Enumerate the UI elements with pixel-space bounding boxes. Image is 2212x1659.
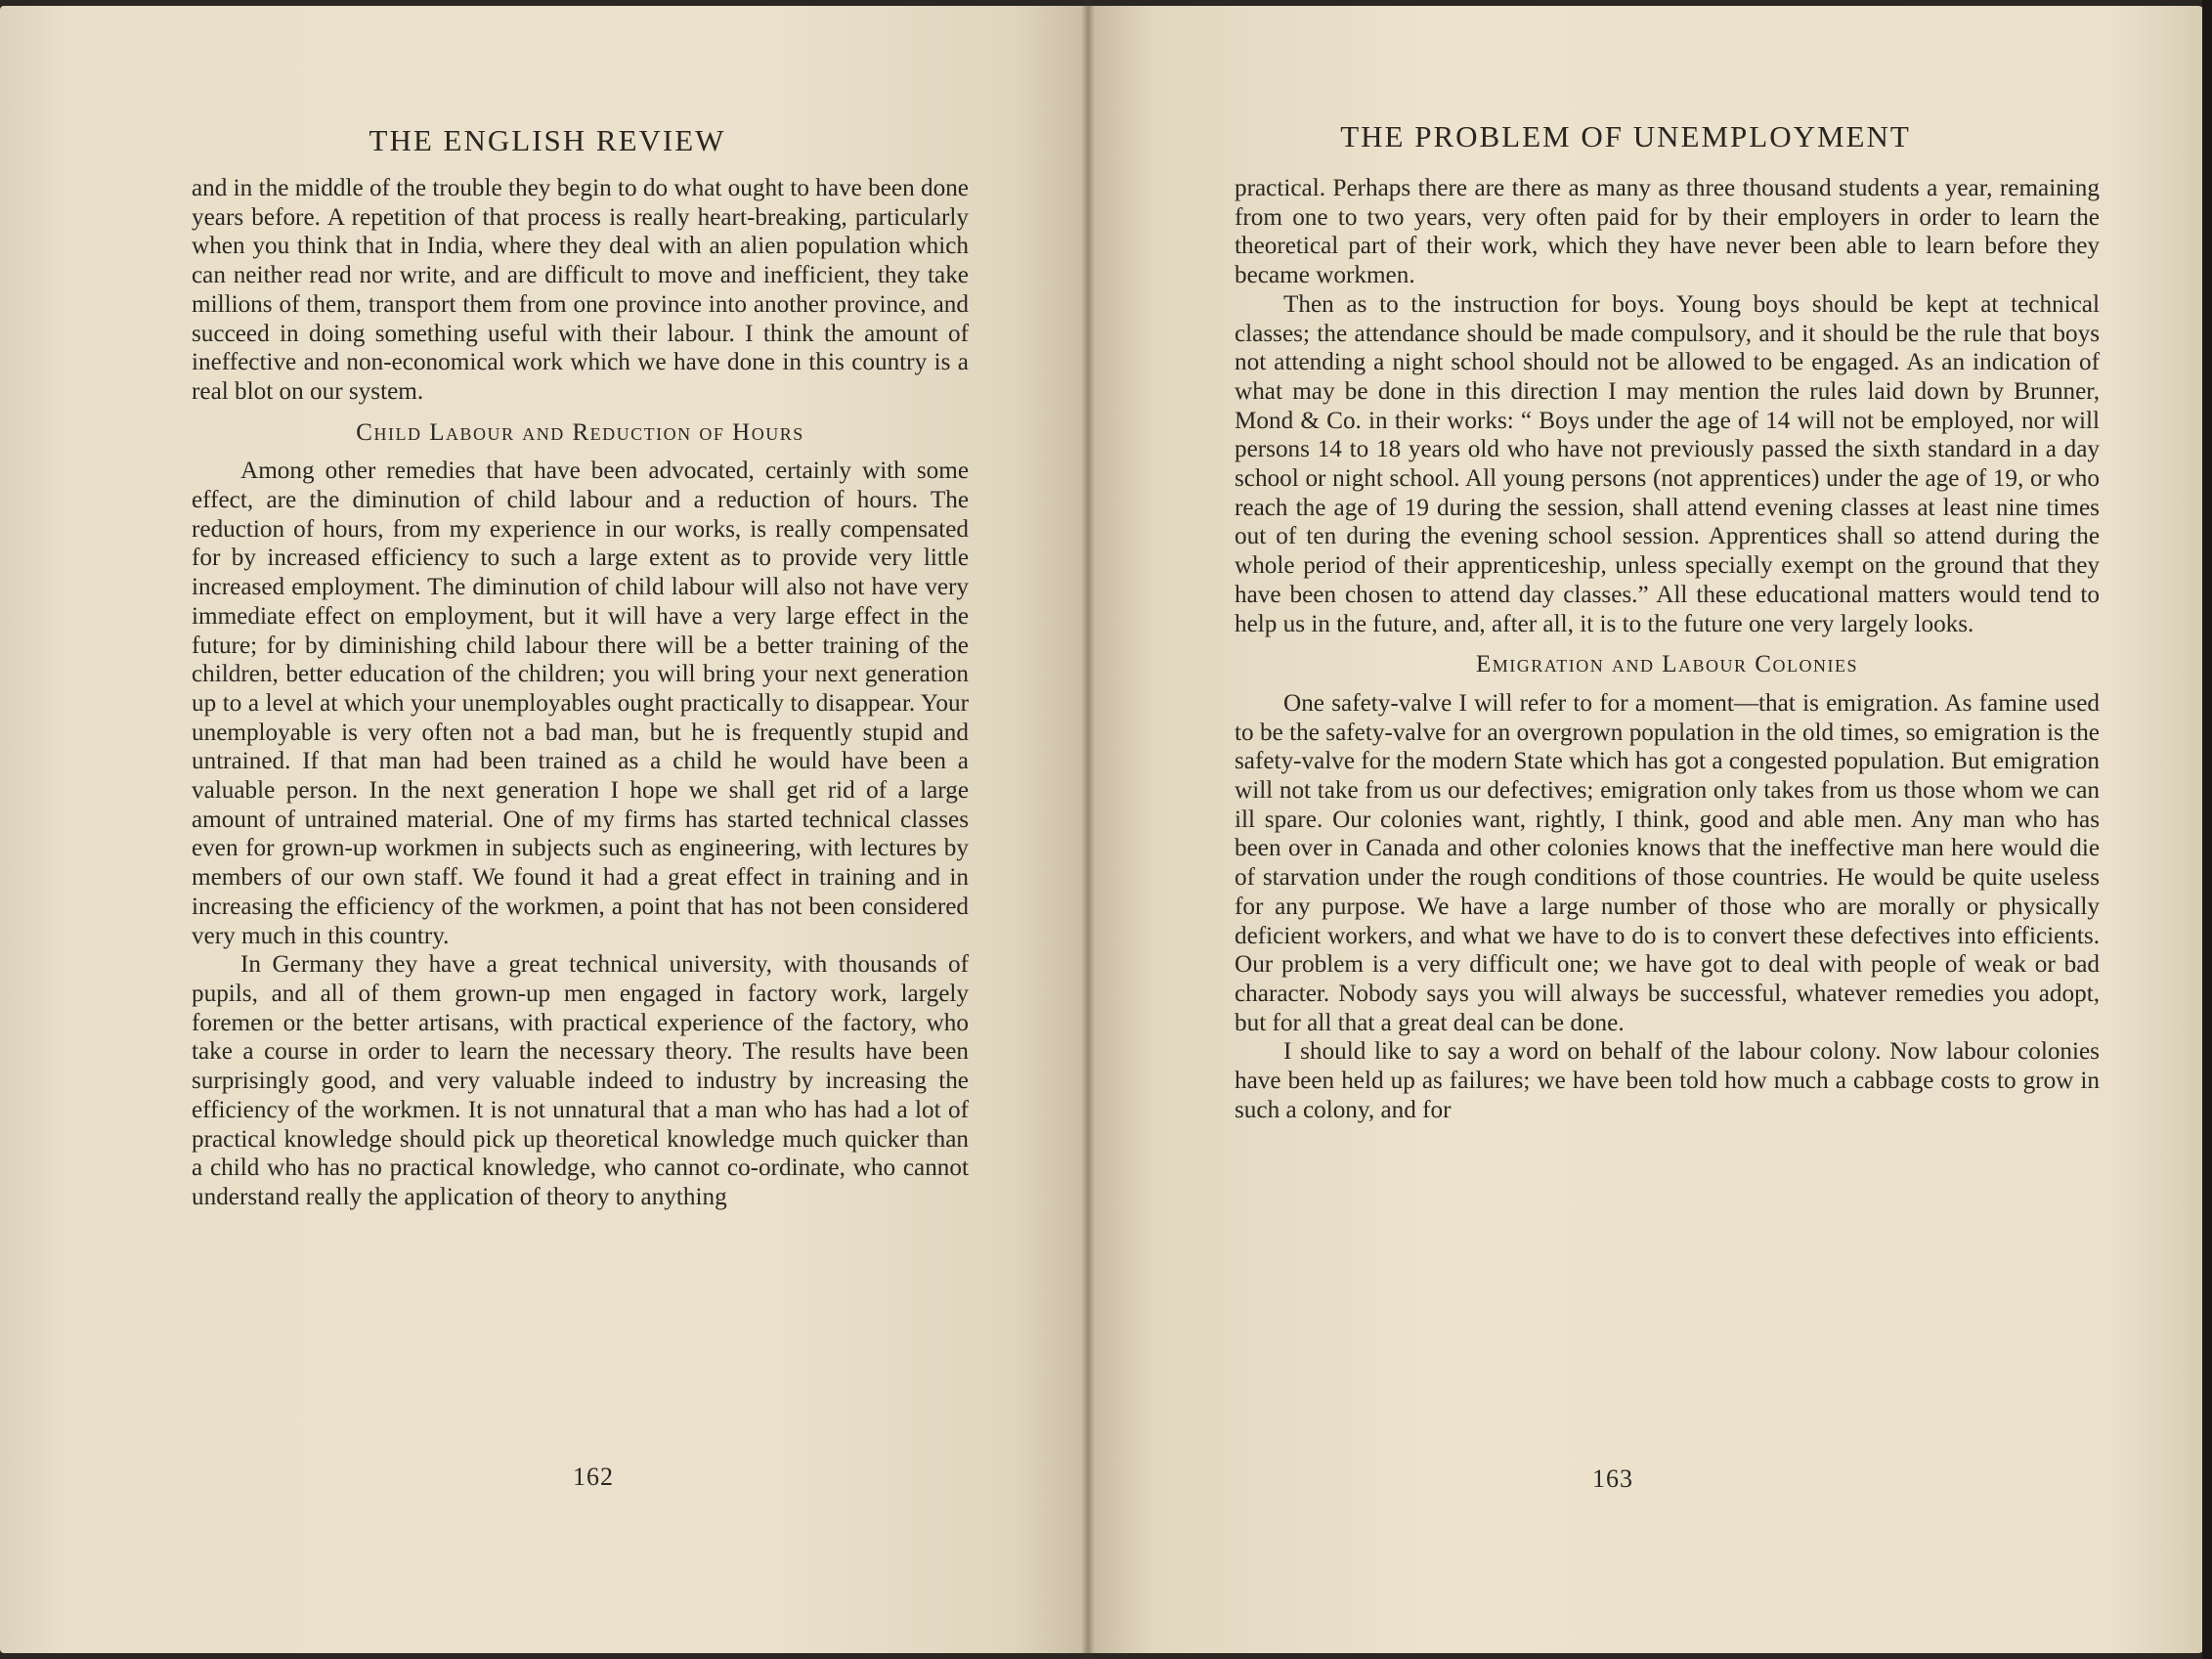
running-head-right: THE PROBLEM OF UNEMPLOYMENT: [1340, 119, 1911, 153]
book-gutter: [1081, 0, 1095, 1659]
right-page: [1088, 6, 2204, 1653]
section-heading: Emigration and Labour Colonies: [1476, 651, 1858, 678]
right-page-body: [1235, 174, 2100, 1125]
paragraph: One safety-valve I will refer to for a moment—that is emigration. As famine used to be the safety-valve for an overgrown population in the old times, so emigration is the safety-valve for the modern State which has got a congested population. But emigration will not take from us our defectives; emigration only takes from us those whom we can ill spare. Our colonies want, rightly, I think, good and able men. Any man who has been over in Canada and other colonies knows that the ineffective man here would die of starvation under the rough conditions of those countries. He would be quite useless for any purpose. We have a large number of those who are morally or physically deficient workers, and what we have to do is to convert these defectives into efficients. Our problem is a very difficult one; we have got to deal with people of weak or bad character. Nobody says you will always be successful, whatever remedies you adopt, but for all that a great deal can be done.: [1235, 689, 2100, 1036]
paragraph: Among other remedies that have been advocated, certainly with some effect, are the diminution of child labour and a reduction of hours. The reduction of hours, from my experience in our works, is really compensated for by increased efficiency to such a large extent as to provide very little increased employment. The diminution of child labour will also not have very immediate effect on employment, but it will have a very large effect in the future; for by diminishing child labour there will be a better training of the children, better education of the children; you will bring your next generation up to a level at which your unemployables ought practically to disappear. Your unemployable is very often not a bad man, but he is frequently stupid and untrained. If that man had been trained as a child he would have been a valuable person. In the next generation I hope we shall get rid of a large amount of untrained material. One of my firms has started technical classes even for grown-up workmen in subjects such as engineering, with lectures by members of our own staff. We found it had a great effect in training and in increasing the efficiency of the workmen, a point that has not been considered very much in this country.: [192, 458, 969, 949]
paragraph: Then as to the instruction for boys. Young boys should be kept at technical classes; the attendance should be made compulsory, and it should be the rule that boys not attending a night school should not be allowed to be engaged. As an indication of what may be done in this direction I may mention the rules laid down by Brunner, Mond & Co. in their works: “ Boys under the age of 14 will not be employed, nor will persons 14 to 18 years old who have not previously passed the sixth standard in a day school or night school. All young persons (not apprentices) under the age of 19, or who reach the age of 19 during the session, shall attend evening classes at least nine times out of ten during the evening school session. Apprentices shall so attend during the whole period of their apprenticeship, unless specially exempt on the ground that they have been chosen to attend day classes.” All these educational matters would tend to help us in the future, and, after all, it is to the future one very largely looks.: [1235, 290, 2100, 637]
section-heading: Child Labour and Reduction of Hours: [356, 418, 804, 446]
page-number-left: 162: [573, 1463, 614, 1491]
running-head-left: THE ENGLISH REVIEW: [369, 123, 726, 157]
left-page-body: [192, 174, 969, 1212]
paragraph: In Germany they have a great technical university, with thousands of pupils, and all of them grown-up men engaged in factory work, largely foremen or the better artisans, with practical experience of the factory, who take a course in order to learn the necessary theory. The results have been surprisingly good, and very valuable indeed to industry by increasing the efficiency of the workmen. It is not unnatural that a man who has had a lot of practical knowledge should pick up theoretical knowledge much quicker than a child who has no practical knowledge, who cannot co-ordinate, who cannot understand really the application of theory to anything: [192, 951, 969, 1210]
paragraph: I should like to say a word on behalf of the labour colony. Now labour colonies have been held up as failures; we have been told how much a cabbage costs to grow in such a colony, and for: [1235, 1038, 2100, 1123]
left-page: [0, 6, 1088, 1653]
paragraph: and in the middle of the trouble they begin to do what ought to have been done years before. A repetition of that process is really heart-breaking, particularly when you think that in India, where they deal with an alien population which can neither read nor write, and are difficult to move and inefficient, they take millions of them, transport them from one province into another province, and succeed in doing something useful with their labour. I think the amount of ineffective and non-economical work which we have done in this country is a real blot on our system.: [192, 175, 969, 405]
page-number-right: 163: [1592, 1464, 1633, 1493]
paragraph: practical. Perhaps there are there as many as three thousand students a year, remaining from one to two years, very often paid for by their employers in order to learn the theoretical part of their work, which they have never been able to learn before they became workmen.: [1235, 175, 2100, 289]
page-edge: [2202, 0, 2212, 1659]
